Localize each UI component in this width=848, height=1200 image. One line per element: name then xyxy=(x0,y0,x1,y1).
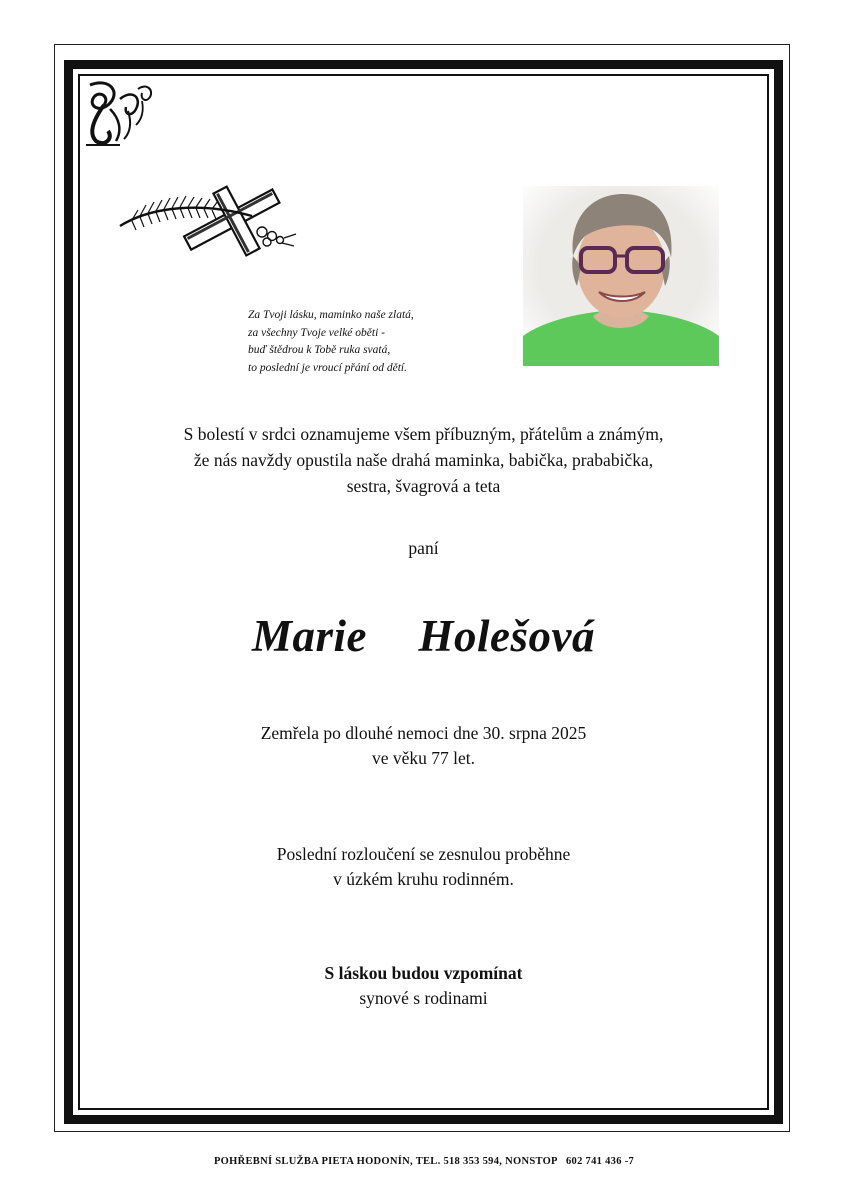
death-line: Zemřela po dlouhé nemoci dne 30. srpna 2025 xyxy=(260,723,587,743)
announcement-line: S bolestí v srdci oznamujeme všem příbuzným, přátelům a známým, xyxy=(183,424,664,444)
signature-heading: S láskou budou vzpomínat xyxy=(324,963,523,983)
deceased-name: Marie Holešová xyxy=(252,611,595,661)
funeral-service-footer: POHŘEBNÍ SLUŽBA PIETA HODONÍN, TEL. 518 353 594, NONSTOP 602 741 436 -7 xyxy=(213,1156,635,1167)
poem-line: za všechny Tvoje velké oběti - xyxy=(248,326,385,339)
corner-flourish-icon xyxy=(80,75,160,150)
signature-family: synové s rodinami xyxy=(359,988,488,1008)
announcement-line: že nás navždy opustila naše drahá maminka, babička, prababička, xyxy=(193,450,654,470)
farewell-info xyxy=(78,842,769,892)
family-signature xyxy=(78,961,769,1011)
farewell-line: v úzkém kruhu rodinném. xyxy=(333,869,514,889)
death-announcement xyxy=(78,421,769,499)
death-details xyxy=(78,721,769,771)
poem-line: to poslední je vroucí přání od dětí. xyxy=(248,361,407,374)
salutation: paní xyxy=(408,538,439,558)
deceased-portrait-photo xyxy=(523,186,719,366)
announcement-line: sestra, švagrová a teta xyxy=(346,476,501,496)
cross-with-palm-icon xyxy=(112,180,302,260)
poem-line: buď štědrou k Tobě ruka svatá, xyxy=(248,344,391,356)
farewell-line: Poslední rozloučení se zesnulou proběhne xyxy=(276,844,571,864)
death-line: ve věku 77 let. xyxy=(371,748,476,768)
poem-line: Za Tvoji lásku, maminko naše zlatá, xyxy=(248,309,414,321)
memorial-poem xyxy=(248,307,508,377)
